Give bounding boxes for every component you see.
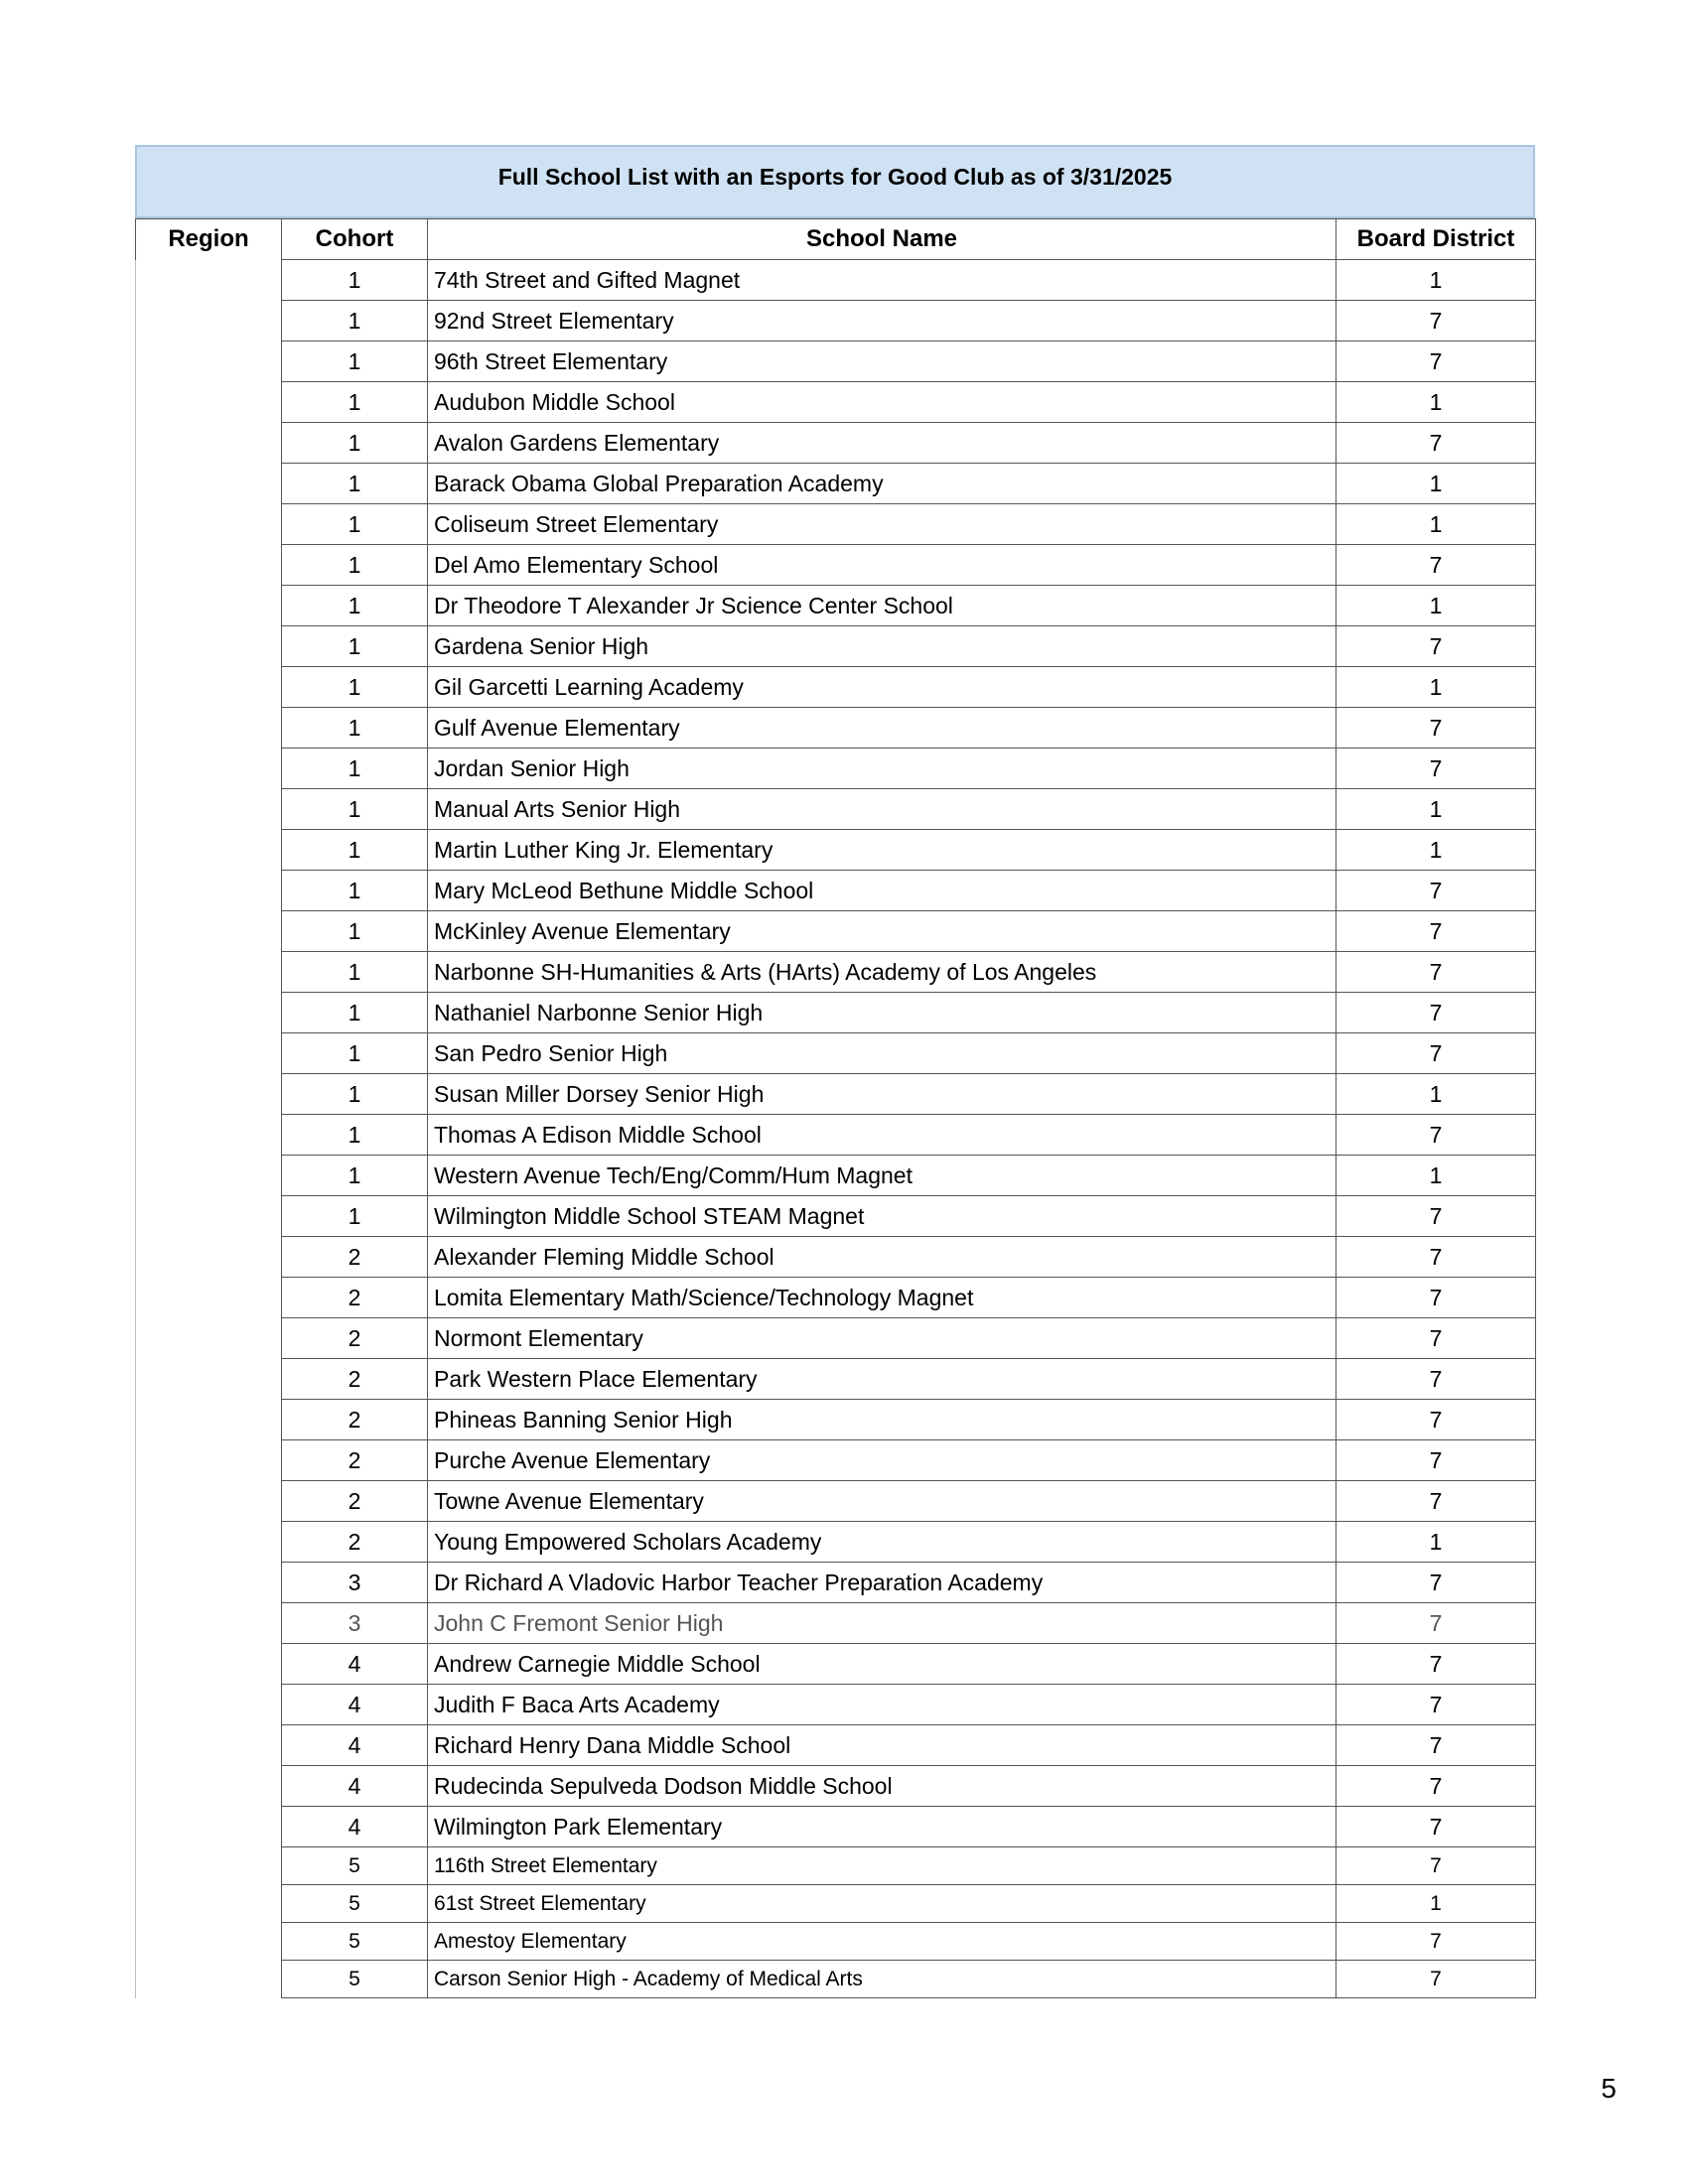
school-name-cell: Andrew Carnegie Middle School (428, 1644, 1336, 1685)
school-name-cell: 74th Street and Gifted Magnet (428, 260, 1336, 301)
region-cell (136, 260, 282, 1998)
cohort-cell: 2 (282, 1237, 428, 1278)
cohort-cell: 4 (282, 1766, 428, 1807)
board-district-cell: 1 (1336, 667, 1536, 708)
school-name-cell: Lomita Elementary Math/Science/Technology Magnet (428, 1278, 1336, 1318)
school-name-cell: 96th Street Elementary (428, 341, 1336, 382)
board-district-cell: 7 (1336, 993, 1536, 1033)
table-row (136, 708, 1536, 749)
table-row (136, 464, 1536, 504)
board-district-cell: 7 (1336, 1961, 1536, 1998)
cohort-cell: 1 (282, 545, 428, 586)
school-name-cell: Richard Henry Dana Middle School (428, 1725, 1336, 1766)
school-list-document (135, 145, 1535, 1998)
board-district-cell: 1 (1336, 1074, 1536, 1115)
board-district-cell: 7 (1336, 1440, 1536, 1481)
school-name-cell: Alexander Fleming Middle School (428, 1237, 1336, 1278)
school-name-cell: Gil Garcetti Learning Academy (428, 667, 1336, 708)
cohort-cell: 1 (282, 1196, 428, 1237)
table-row (136, 1522, 1536, 1563)
board-district-cell: 7 (1336, 1847, 1536, 1885)
table-row (136, 341, 1536, 382)
table-row (136, 1115, 1536, 1156)
table-row (136, 830, 1536, 871)
school-name-cell: Wilmington Park Elementary (428, 1807, 1336, 1847)
school-name-cell: Susan Miller Dorsey Senior High (428, 1074, 1336, 1115)
school-name-cell: Normont Elementary (428, 1318, 1336, 1359)
table-row (136, 667, 1536, 708)
table-row (136, 423, 1536, 464)
cohort-cell: 1 (282, 423, 428, 464)
school-name-cell: Judith F Baca Arts Academy (428, 1685, 1336, 1725)
board-district-cell: 7 (1336, 1603, 1536, 1644)
board-district-cell: 7 (1336, 1685, 1536, 1725)
school-name-cell: Narbonne SH-Humanities & Arts (HArts) Academy of Los Angeles (428, 952, 1336, 993)
cohort-cell: 5 (282, 1923, 428, 1961)
board-district-cell: 1 (1336, 586, 1536, 626)
board-district-cell: 7 (1336, 708, 1536, 749)
board-district-cell: 7 (1336, 1481, 1536, 1522)
table-row (136, 1961, 1536, 1998)
header-cohort: Cohort (282, 219, 428, 260)
table-row (136, 1563, 1536, 1603)
board-district-cell: 7 (1336, 1725, 1536, 1766)
school-table (135, 218, 1536, 1998)
school-name-cell: 116th Street Elementary (428, 1847, 1336, 1885)
school-name-cell: Jordan Senior High (428, 749, 1336, 789)
board-district-cell: 1 (1336, 382, 1536, 423)
table-row (136, 504, 1536, 545)
table-row (136, 1440, 1536, 1481)
cohort-cell: 1 (282, 626, 428, 667)
board-district-cell: 7 (1336, 911, 1536, 952)
cohort-cell: 1 (282, 871, 428, 911)
table-row (136, 1156, 1536, 1196)
table-row (136, 1359, 1536, 1400)
cohort-cell: 1 (282, 1156, 428, 1196)
page-number: 5 (1601, 2073, 1617, 2104)
table-row (136, 1847, 1536, 1885)
board-district-cell: 7 (1336, 1400, 1536, 1440)
table-row (136, 1807, 1536, 1847)
cohort-cell: 1 (282, 789, 428, 830)
cohort-cell: 1 (282, 260, 428, 301)
cohort-cell: 1 (282, 952, 428, 993)
school-name-cell: Young Empowered Scholars Academy (428, 1522, 1336, 1563)
table-row (136, 1603, 1536, 1644)
table-row (136, 1923, 1536, 1961)
table-row (136, 1481, 1536, 1522)
table-row (136, 382, 1536, 423)
cohort-cell: 3 (282, 1603, 428, 1644)
cohort-cell: 1 (282, 504, 428, 545)
cohort-cell: 1 (282, 464, 428, 504)
school-name-cell: Mary McLeod Bethune Middle School (428, 871, 1336, 911)
cohort-cell: 2 (282, 1481, 428, 1522)
table-row (136, 1644, 1536, 1685)
board-district-cell: 1 (1336, 830, 1536, 871)
school-name-cell: Avalon Gardens Elementary (428, 423, 1336, 464)
cohort-cell: 1 (282, 708, 428, 749)
cohort-cell: 1 (282, 382, 428, 423)
cohort-cell: 1 (282, 1074, 428, 1115)
school-name-cell: Barack Obama Global Preparation Academy (428, 464, 1336, 504)
school-name-cell: Dr Theodore T Alexander Jr Science Center School (428, 586, 1336, 626)
school-name-cell: McKinley Avenue Elementary (428, 911, 1336, 952)
school-name-cell: Gardena Senior High (428, 626, 1336, 667)
table-row (136, 1318, 1536, 1359)
school-name-cell: Rudecinda Sepulveda Dodson Middle School (428, 1766, 1336, 1807)
cohort-cell: 2 (282, 1318, 428, 1359)
table-row (136, 911, 1536, 952)
table-row (136, 545, 1536, 586)
table-row (136, 626, 1536, 667)
table-row (136, 952, 1536, 993)
cohort-cell: 2 (282, 1440, 428, 1481)
board-district-cell: 7 (1336, 545, 1536, 586)
board-district-cell: 7 (1336, 749, 1536, 789)
board-district-cell: 1 (1336, 1156, 1536, 1196)
cohort-cell: 4 (282, 1725, 428, 1766)
table-row (136, 1725, 1536, 1766)
school-name-cell: Audubon Middle School (428, 382, 1336, 423)
board-district-cell: 7 (1336, 1237, 1536, 1278)
board-district-cell: 7 (1336, 626, 1536, 667)
cohort-cell: 1 (282, 667, 428, 708)
board-district-cell: 1 (1336, 1885, 1536, 1923)
board-district-cell: 7 (1336, 1196, 1536, 1237)
board-district-cell: 7 (1336, 1766, 1536, 1807)
board-district-cell: 7 (1336, 1033, 1536, 1074)
table-row (136, 586, 1536, 626)
table-row (136, 260, 1536, 301)
cohort-cell: 1 (282, 993, 428, 1033)
table-row (136, 1885, 1536, 1923)
table-row (136, 789, 1536, 830)
cohort-cell: 4 (282, 1807, 428, 1847)
table-row (136, 1033, 1536, 1074)
table-title: Full School List with an Esports for Good Club as of 3/31/2025 (135, 145, 1535, 218)
school-name-cell: Towne Avenue Elementary (428, 1481, 1336, 1522)
cohort-cell: 4 (282, 1644, 428, 1685)
cohort-cell: 5 (282, 1885, 428, 1923)
board-district-cell: 7 (1336, 1644, 1536, 1685)
table-row (136, 301, 1536, 341)
board-district-cell: 1 (1336, 260, 1536, 301)
school-name-cell: Martin Luther King Jr. Elementary (428, 830, 1336, 871)
board-district-cell: 7 (1336, 1359, 1536, 1400)
header-board-district: Board District (1336, 219, 1536, 260)
cohort-cell: 2 (282, 1522, 428, 1563)
cohort-cell: 5 (282, 1961, 428, 1998)
cohort-cell: 2 (282, 1278, 428, 1318)
school-name-cell: Purche Avenue Elementary (428, 1440, 1336, 1481)
cohort-cell: 3 (282, 1563, 428, 1603)
school-name-cell: John C Fremont Senior High (428, 1603, 1336, 1644)
school-name-cell: Manual Arts Senior High (428, 789, 1336, 830)
table-row (136, 1278, 1536, 1318)
board-district-cell: 7 (1336, 423, 1536, 464)
board-district-cell: 7 (1336, 301, 1536, 341)
school-name-cell: Nathaniel Narbonne Senior High (428, 993, 1336, 1033)
school-name-cell: Thomas A Edison Middle School (428, 1115, 1336, 1156)
cohort-cell: 1 (282, 301, 428, 341)
table-row (136, 1074, 1536, 1115)
header-school-name: School Name (428, 219, 1336, 260)
board-district-cell: 7 (1336, 1807, 1536, 1847)
header-row (136, 219, 1536, 260)
school-name-cell: Coliseum Street Elementary (428, 504, 1336, 545)
school-name-cell: 92nd Street Elementary (428, 301, 1336, 341)
school-name-cell: San Pedro Senior High (428, 1033, 1336, 1074)
cohort-cell: 1 (282, 341, 428, 382)
board-district-cell: 7 (1336, 1563, 1536, 1603)
board-district-cell: 7 (1336, 871, 1536, 911)
board-district-cell: 7 (1336, 1278, 1536, 1318)
table-row (136, 1766, 1536, 1807)
table-row (136, 1196, 1536, 1237)
school-name-cell: Park Western Place Elementary (428, 1359, 1336, 1400)
header-region: Region (136, 219, 282, 260)
board-district-cell: 1 (1336, 1522, 1536, 1563)
board-district-cell: 7 (1336, 1318, 1536, 1359)
board-district-cell: 1 (1336, 464, 1536, 504)
table-row (136, 1237, 1536, 1278)
school-name-cell: Phineas Banning Senior High (428, 1400, 1336, 1440)
board-district-cell: 1 (1336, 504, 1536, 545)
cohort-cell: 2 (282, 1359, 428, 1400)
board-district-cell: 7 (1336, 341, 1536, 382)
table-row (136, 871, 1536, 911)
board-district-cell: 1 (1336, 789, 1536, 830)
school-name-cell: Amestoy Elementary (428, 1923, 1336, 1961)
table-body (136, 260, 1536, 1998)
cohort-cell: 1 (282, 911, 428, 952)
cohort-cell: 1 (282, 1033, 428, 1074)
cohort-cell: 1 (282, 586, 428, 626)
table-row (136, 1685, 1536, 1725)
cohort-cell: 4 (282, 1685, 428, 1725)
board-district-cell: 7 (1336, 1923, 1536, 1961)
board-district-cell: 7 (1336, 952, 1536, 993)
table-row (136, 749, 1536, 789)
school-name-cell: Wilmington Middle School STEAM Magnet (428, 1196, 1336, 1237)
cohort-cell: 2 (282, 1400, 428, 1440)
cohort-cell: 5 (282, 1847, 428, 1885)
school-name-cell: Gulf Avenue Elementary (428, 708, 1336, 749)
school-name-cell: Western Avenue Tech/Eng/Comm/Hum Magnet (428, 1156, 1336, 1196)
school-name-cell: Dr Richard A Vladovic Harbor Teacher Preparation Academy (428, 1563, 1336, 1603)
table-row (136, 993, 1536, 1033)
table-row (136, 1400, 1536, 1440)
cohort-cell: 1 (282, 1115, 428, 1156)
cohort-cell: 1 (282, 749, 428, 789)
cohort-cell: 1 (282, 830, 428, 871)
school-name-cell: 61st Street Elementary (428, 1885, 1336, 1923)
school-name-cell: Del Amo Elementary School (428, 545, 1336, 586)
board-district-cell: 7 (1336, 1115, 1536, 1156)
school-name-cell: Carson Senior High - Academy of Medical Arts (428, 1961, 1336, 1998)
